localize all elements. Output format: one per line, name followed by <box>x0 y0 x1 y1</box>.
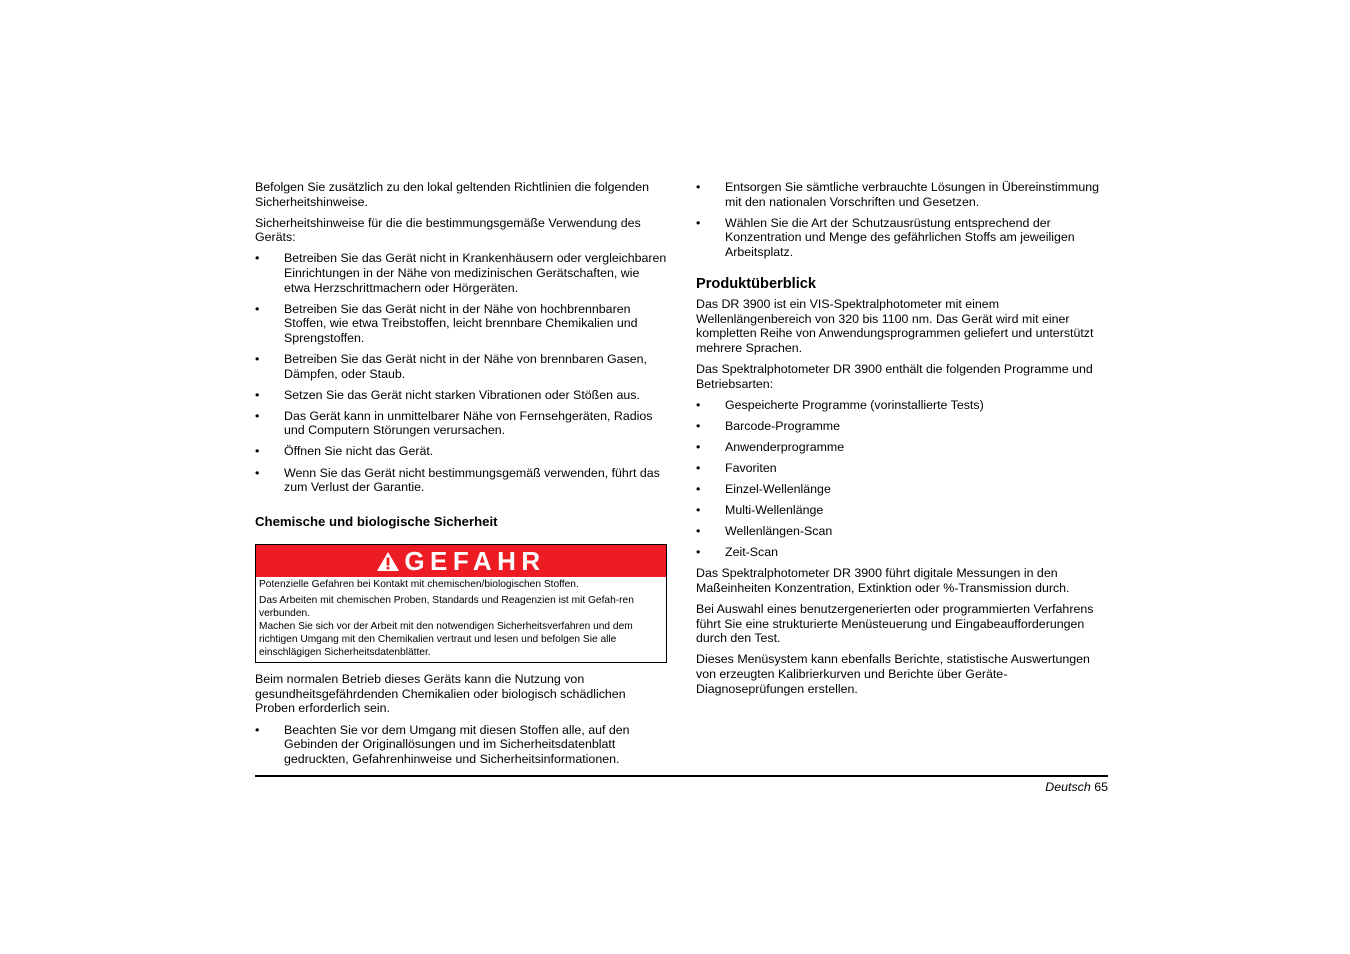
danger-text: Potenzielle Gefahren bei Kontakt mit chemischen/biologischen Stoffen. <box>259 579 579 591</box>
footer-rule <box>255 775 1108 777</box>
body-paragraph: Dieses Menüsystem kann ebenfalls Berichte, statistische Auswertungen von erzeugten Kalibrierkurven und Berichte über Geräte-Diagnoseprüfungen erstellen. <box>696 652 1090 696</box>
handling-list <box>255 723 667 767</box>
list-item-text: Favoriten <box>725 460 777 475</box>
list-item: • Anwenderprogramme <box>696 439 845 454</box>
list-item: • Wenn Sie das Gerät nicht bestimmungsgemäß verwenden, führt das zum Verlust der Garantie. <box>255 465 660 495</box>
list-item-text: Öffnen Sie nicht das Gerät. <box>284 444 434 459</box>
section-heading-product-overview: Produktüberblick <box>696 276 817 293</box>
list-item-text: Wellenlängen-Scan <box>725 524 833 539</box>
warning-triangle-icon <box>376 551 400 572</box>
list-item-text: Betreiben Sie das Gerät nicht in der Nähe von brennbaren Gasen, Dämpfen, oder Staub. <box>284 351 647 381</box>
danger-title: GEFAHR <box>404 545 546 576</box>
list-item-text: Wenn Sie das Gerät nicht bestimmungsgemäß verwenden, führt das zum Verlust der Garantie. <box>284 465 660 495</box>
programs-list <box>696 398 1108 560</box>
list-item: • Betreiben Sie das Gerät nicht in der Nähe von hochbrennbaren Stoffen, wie etwa Treibstoffen, leicht brennbare Chemikalien und Sprengstoffen. <box>255 301 638 345</box>
list-item: • Wählen Sie die Art der Schutzausrüstung entsprechend der Konzentration und Menge des gefährlichen Stoffs am jeweiligen Arbeitsplatz. <box>696 215 1075 259</box>
list-item-text: Betreiben Sie das Gerät nicht in Krankenhäusern oder vergleichbaren Einrichtungen in der Nähe von medizinischen Gerätschaften, wie etwa Herzschrittmachern oder Hörgeräten. <box>284 251 667 295</box>
body-paragraph: Das Spektralphotometer DR 3900 enthält die folgenden Programme und Betriebsarten: <box>696 361 1093 391</box>
page-number: 65 <box>1094 780 1108 794</box>
list-item-text: Barcode-Programme <box>725 418 841 433</box>
list-item: • Barcode-Programme <box>696 418 841 433</box>
list-item: • Beachten Sie vor dem Umgang mit diesen Stoffen alle, auf den Gebinden der Originallösungen und im Sicherheitsdatenblatt gedruckten, Gefahrenhinweise und Sicherheitsinformationen. <box>255 722 630 766</box>
body-paragraph: Das Spektralphotometer DR 3900 führt digitale Messungen in den Maßeinheiten Konzentration, Extinktion oder %-Transmission durch. <box>696 566 1070 595</box>
section-heading-chemical-safety: Chemische und biologische Sicherheit <box>255 513 498 529</box>
list-item: • Gespeicherte Programme (vorinstallierte Tests) <box>696 397 984 412</box>
danger-box <box>255 544 667 663</box>
body-paragraph: Das DR 3900 ist ein VIS-Spektralphotometer mit einem Wellenlängenbereich von 320 bis 1100 nm. Das Gerät wird mit einer kompletten Reihe von Anwendungsprogrammen geliefert und unterstützt mehrere Sprachen. <box>696 297 1094 355</box>
list-item: • Betreiben Sie das Gerät nicht in der Nähe von brennbaren Gasen, Dämpfen, oder Staub. <box>255 351 647 381</box>
list-item: • Setzen Sie das Gerät nicht starken Vibrationen oder Stößen aus. <box>255 387 640 402</box>
list-item-text: Anwenderprogramme <box>725 439 845 454</box>
footer-language: Deutsch <box>1045 780 1091 794</box>
list-item-text: Setzen Sie das Gerät nicht starken Vibrationen oder Stößen aus. <box>284 387 640 402</box>
list-item: • Das Gerät kann in unmittelbarer Nähe von Fernsehgeräten, Radios und Computern Störungen verursachen. <box>255 408 653 438</box>
list-item-text: Das Gerät kann in unmittelbarer Nähe von Fernsehgeräten, Radios und Computern Störungen verursachen. <box>284 408 653 438</box>
body-paragraph: Bei Auswahl eines benutzergenerierten oder programmierten Verfahrens führt Sie eine strukturierte Menüsteuerung und Eingabeaufforderungen durch den Test. <box>696 602 1094 646</box>
list-item: • Zeit-Scan <box>696 545 779 560</box>
list-item-text: Betreiben Sie das Gerät nicht in der Nähe von hochbrennbaren Stoffen, wie etwa Treibstoffen, leicht brennbare Chemikalien und Sprengstoffen. <box>284 301 638 345</box>
list-item-text: Multi-Wellenlänge <box>725 503 824 518</box>
list-item-text: Wählen Sie die Art der Schutzausrüstung entsprechend der Konzentration und Menge des gefährlichen Stoffs am jeweiligen Arbeitsplatz. <box>725 215 1075 259</box>
danger-text: Machen Sie sich vor der Arbeit mit den notwendigen Sicherheitsverfahren und dem richtigen Umgang mit den Chemikalien vertraut und lesen und befolgen Sie alle einschlägigen Sicherheitsdatenblätter. <box>259 621 633 659</box>
list-item-text: Beachten Sie vor dem Umgang mit diesen Stoffen alle, auf den Gebinden der Originallösungen und im Sicherheitsdatenblatt gedruckten, Gefahrenhinweise und Sicherheitsinformationen. <box>284 722 630 766</box>
list-item: • Entsorgen Sie sämtliche verbrauchte Lösungen in Übereinstimmung mit den nationalen Vorschriften und Gesetzen. <box>696 180 1099 209</box>
body-paragraph: Beim normalen Betrieb dieses Geräts kann die Nutzung von gesundheitsgefährdenden Chemikalien oder biologisch schädlichen Proben erforderlich sein. <box>255 672 626 716</box>
left-column <box>255 180 667 773</box>
list-item: • Wellenlängen-Scan <box>696 524 833 539</box>
list-item-text: Einzel-Wellenlänge <box>725 482 831 496</box>
list-item-text: Gespeicherte Programme (vorinstallierte Tests) <box>725 397 984 412</box>
danger-text: Das Arbeiten mit chemischen Proben, Standards und Reagenzien ist mit Gefah-ren verbunden. <box>259 595 634 620</box>
list-item: • Öffnen Sie nicht das Gerät. <box>255 444 434 459</box>
right-column <box>696 180 1108 703</box>
list-item: • Betreiben Sie das Gerät nicht in Krankenhäusern oder vergleichbaren Einrichtungen in der Nähe von medizinischen Gerätschaften, wie etwa Herzschrittmachern oder Hörgeräten. <box>255 251 667 295</box>
intro-paragraph-2: Sicherheitshinweise für die die bestimmungsgemäße Verwendung des Geräts: <box>255 215 641 245</box>
danger-header <box>256 545 666 577</box>
disposal-list <box>696 180 1108 259</box>
list-item-text: Entsorgen Sie sämtliche verbrauchte Lösungen in Übereinstimmung mit den nationalen Vorschriften und Gesetzen. <box>725 180 1099 209</box>
intro-paragraph: Befolgen Sie zusätzlich zu den lokal geltenden Richtlinien die folgenden Sicherheitshinweise. <box>255 180 650 209</box>
list-item: • Einzel-Wellenlänge <box>696 482 831 496</box>
list-item: • Multi-Wellenlänge <box>696 503 824 518</box>
list-item-text: Zeit-Scan <box>725 545 779 560</box>
page-footer <box>1045 780 1108 794</box>
safety-list <box>255 251 667 494</box>
danger-body <box>256 577 666 662</box>
list-item: • Favoriten <box>696 460 777 475</box>
